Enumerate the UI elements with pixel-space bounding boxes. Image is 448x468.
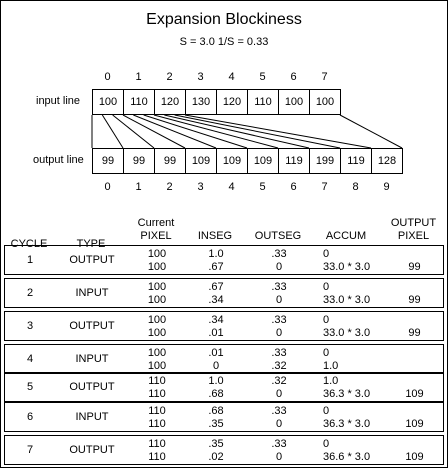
output-index-3: 3 (197, 181, 204, 193)
input-pixel-0: 100 (92, 89, 124, 115)
input-index-3: 3 (197, 71, 204, 83)
output-pixel-cell: 109 (405, 451, 424, 463)
accum-cell-1: 0 (323, 281, 330, 293)
col-header-6-line-0: OUTPUT (390, 217, 437, 229)
input-pixel-5: 110 (247, 89, 279, 115)
inseg-cell-2: 0 (212, 360, 220, 372)
outseg-cell-2: 0 (275, 451, 283, 463)
output-pixel-3: 109 (185, 148, 217, 174)
inseg-cell-1: .67 (208, 281, 224, 293)
pixel-cell-2: 100 (147, 261, 167, 273)
pixel-cell-1: 100 (147, 248, 167, 260)
col-header-5 (311, 230, 381, 243)
table-row-4 (4, 344, 444, 374)
cycle-cell: 1 (26, 254, 34, 266)
output-line-label: output line (33, 154, 84, 166)
output-index-7: 7 (321, 181, 328, 193)
output-pixel-1: 99 (123, 148, 155, 174)
output-pixel-9: 128 (371, 148, 403, 174)
pixel-cell-1: 110 (148, 438, 166, 450)
inseg-cell-2: .35 (208, 418, 224, 430)
inseg-cell-1: .34 (208, 314, 224, 326)
input-pixel-4: 120 (216, 89, 248, 115)
type-cell: OUTPUT (69, 254, 115, 266)
mapping-line-8 (175, 115, 340, 148)
col-header-6 (386, 217, 441, 243)
mapping-line-2 (113, 115, 154, 148)
mapping-line-right (340, 115, 402, 148)
pixel-cell-2: 100 (147, 294, 167, 306)
input-line-label: input line (36, 95, 81, 107)
output-pixel-cell: 99 (408, 294, 421, 306)
outseg-cell-1: .33 (271, 248, 287, 260)
output-pixel-6: 119 (278, 148, 310, 174)
table-row-3 (4, 311, 444, 341)
inseg-cell-2: .02 (208, 451, 224, 463)
col-header-1-line-0: TYPE (76, 238, 106, 250)
input-pixel-7: 100 (309, 89, 341, 115)
accum-cell-2: 36.3 * 3.0 (323, 418, 371, 430)
output-index-9: 9 (383, 181, 390, 193)
col-header-4 (248, 230, 308, 243)
mapping-line-3 (123, 115, 185, 148)
input-pixel-2: 120 (154, 89, 186, 115)
pixel-cell-1: 100 (147, 347, 167, 359)
scale-formula: S = 3.0 1/S = 0.33 (179, 36, 269, 48)
output-pixel-cell: 99 (408, 327, 421, 339)
output-index-8: 8 (352, 181, 359, 193)
output-pixel-7: 199 (309, 148, 341, 174)
outseg-cell-1: .33 (271, 405, 287, 417)
input-index-0: 0 (104, 71, 111, 83)
type-cell: INPUT (75, 353, 109, 365)
mapping-line-5 (144, 115, 247, 148)
outseg-cell-1: .33 (271, 347, 287, 359)
accum-cell-2: 33.0 * 3.0 (323, 261, 371, 273)
inseg-cell-2: .67 (208, 261, 224, 273)
input-index-5: 5 (259, 71, 266, 83)
type-cell: OUTPUT (69, 444, 115, 456)
output-pixel-4: 109 (216, 148, 248, 174)
mapping-line-6 (154, 115, 278, 148)
output-pixel-2: 99 (154, 148, 186, 174)
cycle-cell: 6 (26, 411, 34, 423)
pixel-cell-1: 100 (147, 281, 167, 293)
accum-cell-2: 36.6 * 3.0 (323, 451, 371, 463)
table-row-7 (4, 435, 444, 465)
mapping-line-7 (164, 115, 309, 148)
table-row-5 (4, 372, 444, 402)
col-header-6-line-1: PIXEL (397, 230, 430, 242)
mapping-line-1 (102, 115, 123, 148)
inseg-cell-1: .01 (208, 347, 224, 359)
output-pixel-cell: 109 (405, 388, 424, 400)
outseg-cell-2: .32 (271, 360, 287, 372)
output-pixel-cell: 109 (405, 418, 424, 430)
col-header-2-line-0: Current (137, 217, 175, 229)
outseg-cell-2: 0 (275, 294, 283, 306)
output-index-2: 2 (166, 181, 173, 193)
cycle-cell: 4 (26, 353, 34, 365)
accum-cell-1: 0 (323, 438, 330, 450)
output-index-0: 0 (104, 181, 111, 193)
accum-cell-2: 33.0 * 3.0 (323, 294, 371, 306)
type-cell: OUTPUT (69, 381, 115, 393)
pixel-cell-2: 110 (148, 418, 166, 430)
output-index-5: 5 (259, 181, 266, 193)
col-header-2 (131, 217, 181, 243)
inseg-cell-1: .68 (208, 405, 224, 417)
type-cell: INPUT (75, 287, 109, 299)
pixel-cell-2: 110 (148, 451, 166, 463)
accum-cell-2: 36.3 * 3.0 (323, 388, 371, 400)
output-index-6: 6 (290, 181, 297, 193)
inseg-cell-2: .68 (208, 388, 224, 400)
accum-cell-1: 0 (323, 405, 330, 417)
figure-title: Expansion Blockiness (146, 11, 302, 28)
pixel-cell-1: 100 (147, 314, 167, 326)
input-index-1: 1 (135, 71, 142, 83)
accum-cell-2: 33.0 * 3.0 (323, 327, 371, 339)
inseg-cell-2: .34 (208, 294, 224, 306)
outseg-cell-1: .33 (271, 314, 287, 326)
table-row-2 (4, 278, 444, 308)
outseg-cell-2: 0 (275, 327, 283, 339)
cycle-cell: 2 (26, 287, 34, 299)
input-pixel-1: 110 (123, 89, 155, 115)
output-pixel-8: 119 (340, 148, 372, 174)
outseg-cell-2: 0 (275, 418, 283, 430)
output-index-1: 1 (135, 181, 142, 193)
inseg-cell-1: 1.0 (208, 375, 224, 387)
inseg-cell-2: .01 (208, 327, 224, 339)
mapping-line-9 (185, 115, 371, 148)
cycle-cell: 3 (26, 320, 34, 332)
outseg-cell-2: 0 (275, 388, 283, 400)
col-header-3 (185, 230, 245, 243)
mapping-line-4 (133, 115, 216, 148)
inseg-cell-1: 1.0 (208, 248, 224, 260)
accum-cell-1: 0 (323, 248, 330, 260)
outseg-cell-1: .33 (271, 438, 287, 450)
pixel-cell-2: 110 (148, 388, 166, 400)
cycle-cell: 7 (26, 444, 34, 456)
col-header-2-line-1: PIXEL (140, 230, 172, 242)
cycle-cell: 5 (26, 381, 34, 393)
col-header-3-line-0: INSEG (197, 230, 233, 242)
col-header-4-line-0: OUTSEG (254, 230, 302, 242)
input-index-6: 6 (290, 71, 297, 83)
col-header-0-line-0: CYCLE (10, 238, 48, 250)
type-cell: INPUT (75, 411, 109, 423)
output-pixel-0: 99 (92, 148, 124, 174)
accum-cell-1: 0 (323, 314, 330, 326)
type-cell: OUTPUT (69, 320, 115, 332)
accum-cell-1: 1.0 (323, 375, 339, 387)
output-index-4: 4 (228, 181, 235, 193)
input-index-2: 2 (166, 71, 173, 83)
output-pixel-5: 109 (247, 148, 279, 174)
table-row-1 (4, 245, 444, 275)
outseg-cell-1: .32 (271, 375, 287, 387)
pixel-cell-2: 100 (147, 327, 167, 339)
inseg-cell-1: .35 (208, 438, 224, 450)
col-header-5-line-0: ACCUM (325, 230, 367, 242)
accum-cell-2: 1.0 (323, 360, 339, 372)
table-row-6 (4, 402, 444, 432)
input-pixel-3: 130 (185, 89, 217, 115)
output-pixel-cell: 99 (408, 261, 421, 273)
accum-cell-1: 0 (323, 347, 330, 359)
input-index-4: 4 (228, 71, 235, 83)
input-index-7: 7 (321, 71, 328, 83)
outseg-cell-2: 0 (275, 261, 283, 273)
input-pixel-6: 100 (278, 89, 310, 115)
pixel-cell-1: 110 (148, 405, 166, 417)
pixel-cell-2: 100 (147, 360, 167, 372)
outseg-cell-1: .33 (271, 281, 287, 293)
pixel-cell-1: 110 (148, 375, 166, 387)
